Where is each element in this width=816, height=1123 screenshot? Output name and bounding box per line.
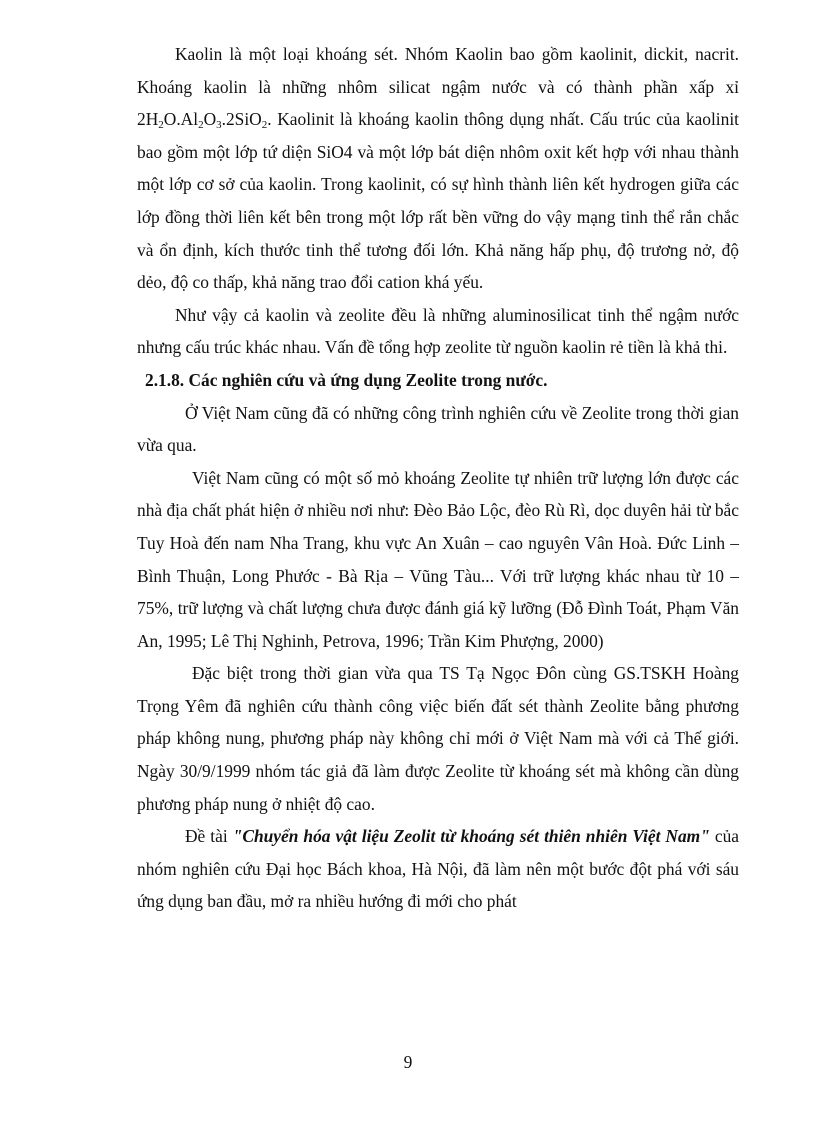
text-run: của nhóm nghiên cứu Đại học Bách khoa, Hà Nội, đã làm nên một bước đột phá với sáu ứng dụng ban đầu, mở ra nhiều hướng đi mới cho phát bbox=[137, 826, 740, 912]
subscript: 2 bbox=[158, 119, 164, 132]
paragraph-vietnam-research: Ở Việt Nam cũng đã có những công trình nghiên cứu về Zeolite trong thời gian vừa qua. bbox=[137, 402, 739, 456]
text-run: Kaolin là một loại khoáng sét. Nhóm Kaolin bao gồm kaolinit, dickit, nacrit. Khoáng kaolin là những nhôm silicat ngậm nước và có thành phần xấp xỉ 2H bbox=[137, 44, 739, 130]
paragraph-project bbox=[137, 820, 739, 918]
text-run: Đề tài bbox=[185, 826, 233, 847]
subscript: 2 bbox=[198, 119, 204, 132]
section-heading: 2.1.8. Các nghiên cứu và ứng dụng Zeolite trong nước. bbox=[145, 369, 548, 390]
project-title: "Chuyển hóa vật liệu Zeolit từ khoáng sét thiên nhiên Việt Nam" bbox=[232, 826, 710, 847]
paragraph-kaolin bbox=[137, 38, 739, 299]
text-run: . Kaolinit là khoáng kaolin thông dụng nhất. Cấu trúc của kaolinit bao gồm một lớp tứ diện SiO4 và một lớp bát diện nhôm oxit kết hợp với nhau thành một lớp cơ sở của kaolin. Trong kaolinit, có sự hình thành liên kết hydrogen giữa các lớp đồng thời liên kết bên trong một lớp rất bền vững do vậy mạng tinh thể rắn chắc và ổn định, kích thước tinh thể tương đối lớn. Khả năng hấp phụ, độ trương nở, độ dẻo, độ co thấp, khả năng trao đổi cation khá yếu. bbox=[137, 109, 739, 293]
paragraph-zeolite-deposits: Việt Nam cũng có một số mỏ khoáng Zeolite tự nhiên trữ lượng lớn được các nhà địa chất phát hiện ở nhiều nơi như: Đèo Bảo Lộc, đèo Rù Rì, dọc duyên hải từ bắc Tuy Hoà đến nam Nha Trang, khu vực An Xuân – cao nguyên Vân Hoà. Đức Linh – Bình Thuận, Long Phước - Bà Rịa – Vũng Tàu... Với trữ lượng khác nhau từ 10 – 75%, trữ lượng và chất lượng chưa được đánh giá kỹ lưỡng (Đỗ Đình Toát, Phạm Văn An, 1995; Lê Thị Nghinh, Petrova, 1996; Trần Kim Phượng, 2000) bbox=[137, 467, 739, 651]
text-run: O bbox=[203, 109, 217, 130]
page-content bbox=[137, 38, 739, 918]
subscript: 2 bbox=[261, 119, 268, 132]
paragraph-kaolin-zeolite: Như vậy cả kaolin và zeolite đều là những aluminosilicat tinh thể ngậm nước nhưng cấu trúc khác nhau. Vấn đề tổng hợp zeolite từ nguồn kaolin rẻ tiền là khả thi. bbox=[137, 304, 739, 358]
text-run: O.Al bbox=[163, 109, 199, 130]
paragraph-clay-conversion: Đặc biệt trong thời gian vừa qua TS Tạ Ngọc Đôn cùng GS.TSKH Hoàng Trọng Yêm đã nghiên cứu thành công việc biến đất sét thành Zeolite bằng phương pháp không nung, phương pháp này không chỉ mới ở Việt Nam mà với cả Thế giới. Ngày 30/9/1999 nhóm tác giả đã làm được Zeolite từ khoáng sét mà không cần dùng phương pháp nung ở nhiệt độ cao. bbox=[137, 663, 739, 814]
text-run: .2SiO bbox=[221, 109, 262, 130]
subscript: 3 bbox=[216, 119, 222, 132]
page-number: 9 bbox=[403, 1052, 413, 1072]
